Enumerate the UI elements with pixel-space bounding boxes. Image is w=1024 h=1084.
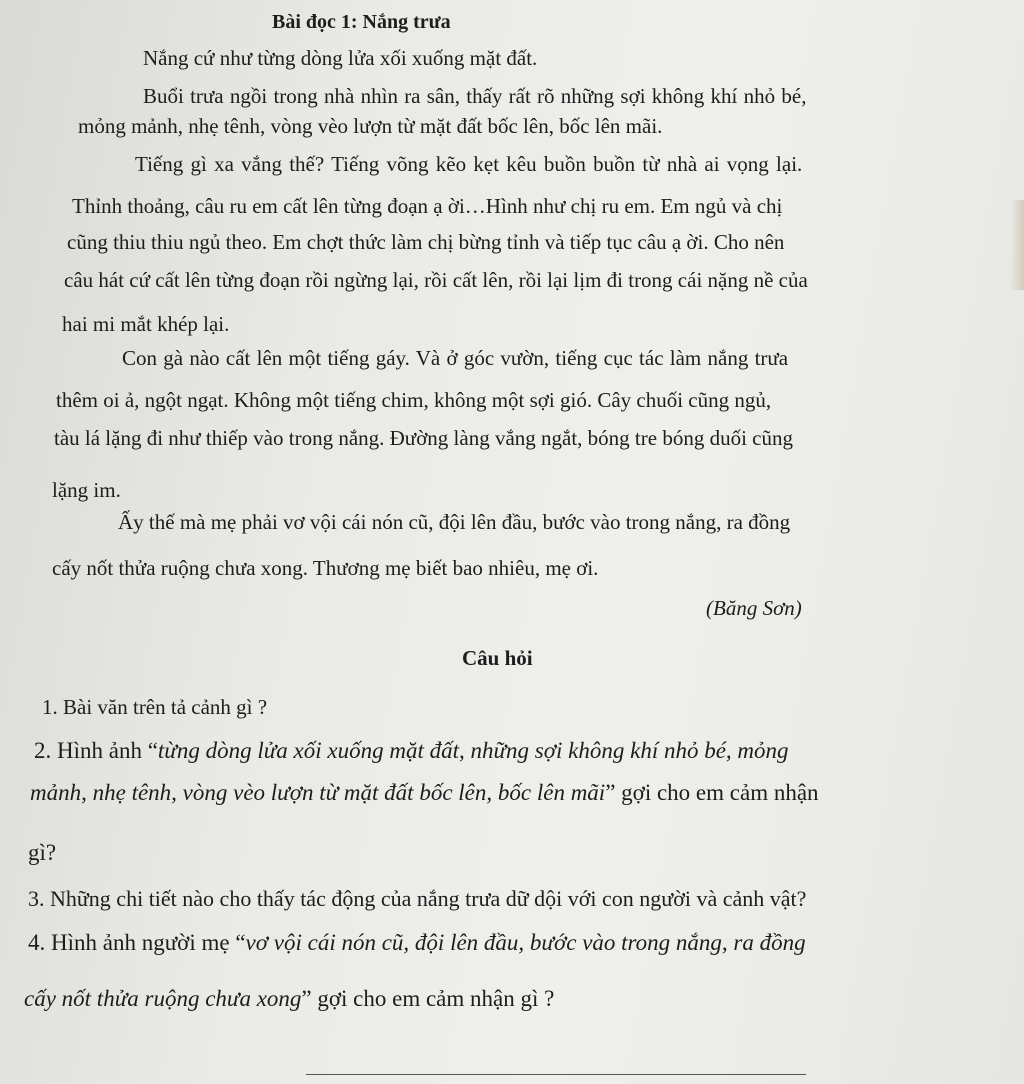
question-4-prefix: 4. Hình ảnh người mẹ “ (28, 930, 246, 955)
source-attribution: (Băng Sơn) (706, 596, 802, 620)
paragraph-line: hai mi mắt khép lại. (62, 312, 230, 336)
paragraph-line: Ấy thế mà mẹ phải vơ vội cái nón cũ, đội lên đầu, bước vào trong nắng, ra đồng (118, 510, 791, 534)
questions-heading: Câu hỏi (462, 646, 533, 670)
question-4-quote: vơ vội cái nón cũ, đội lên đầu, bước vào trong nắng, ra đồng (245, 930, 806, 955)
question-1: 1. Bài văn trên tả cảnh gì ? (42, 695, 268, 719)
paragraph-line: tàu lá lặng đi như thiếp vào trong nắng. Đường làng vắng ngắt, bóng tre bóng duối cũng (54, 426, 793, 450)
paragraph-line: câu hát cứ cất lên từng đoạn rồi ngừng lại, rồi cất lên, rồi lại lịm đi trong cái nặng nề của (64, 268, 808, 292)
paragraph-line: thêm oi ả, ngột ngạt. Không một tiếng chim, không một sợi gió. Cây chuối cũng ngủ, (56, 388, 772, 412)
question-4-line-1 (28, 928, 806, 958)
paragraph-line: cũng thiu thiu ngủ theo. Em chợt thức làm chị bừng tỉnh và tiếp tục câu ạ ời. Cho nên (67, 230, 785, 254)
question-4-line-2 (24, 984, 554, 1014)
question-4-suffix: ” gợi cho em cảm nhận gì ? (301, 986, 555, 1011)
reading-title: Bài đọc 1: Nắng trưa (272, 11, 451, 33)
question-2-quote: từng dòng lửa xối xuống mặt đất, những sợi không khí nhỏ bé, mỏng (157, 738, 789, 763)
question-2-line-1 (34, 736, 789, 766)
answer-underline (306, 1074, 806, 1075)
question-2-quote: mảnh, nhẹ tênh, vòng vèo lượn từ mặt đất bốc lên, bốc lên mãi (30, 780, 606, 805)
paragraph-line: Nắng cứ như từng dòng lửa xối xuống mặt đất. (143, 46, 538, 70)
question-4-quote: cấy nốt thửa ruộng chưa xong (24, 986, 302, 1011)
paragraph-line: Tiếng gì xa vắng thế? Tiếng võng kẽo kẹt kêu buồn buồn từ nhà ai vọng lại. (135, 152, 803, 176)
question-3: 3. Những chi tiết nào cho thấy tác động của nắng trưa dữ dội với con người và cảnh vật? (28, 886, 807, 911)
question-2-suffix: ” gợi cho em cảm nhận (605, 780, 819, 805)
paragraph-line: cấy nốt thửa ruộng chưa xong. Thương mẹ biết bao nhiêu, mẹ ơi. (52, 556, 599, 580)
paper-edge-shadow (1010, 200, 1024, 290)
paragraph-line: Con gà nào cất lên một tiếng gáy. Và ở góc vườn, tiếng cục tác làm nắng trưa (122, 346, 789, 370)
question-2-line-2 (30, 778, 819, 808)
question-2-prefix: 2. Hình ảnh “ (34, 738, 158, 763)
paragraph-line: Buổi trưa ngồi trong nhà nhìn ra sân, thấy rất rõ những sợi không khí nhỏ bé, (143, 84, 807, 108)
paragraph-line: mỏng mảnh, nhẹ tênh, vòng vèo lượn từ mặt đất bốc lên, bốc lên mãi. (78, 114, 663, 138)
question-2-line-3: gì? (28, 840, 57, 865)
paragraph-line: lặng im. (52, 478, 121, 502)
paragraph-line: Thỉnh thoảng, câu ru em cất lên từng đoạn ạ ời…Hình như chị ru em. Em ngủ và chị (72, 194, 783, 218)
